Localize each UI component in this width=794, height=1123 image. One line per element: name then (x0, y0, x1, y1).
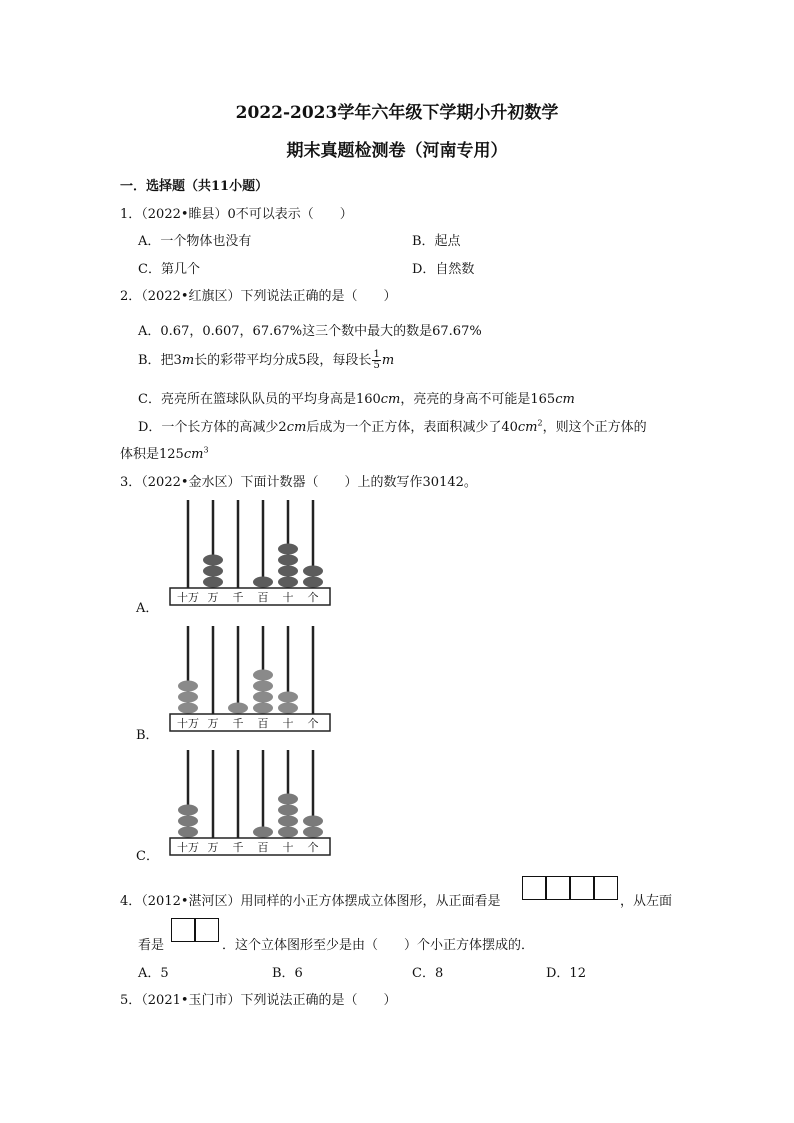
q2-d-unit-2: cm (517, 420, 538, 435)
place-label: 十万 (177, 717, 199, 730)
q4-option-d: D．12 (546, 966, 586, 981)
place-label: 个 (307, 841, 319, 854)
abacus-bead (178, 692, 198, 703)
abacus-c-beads (178, 794, 323, 838)
place-label: 百 (257, 717, 269, 730)
place-label: 十万 (177, 841, 199, 854)
q2-c-unit-2: cm (555, 392, 575, 407)
place-label: 万 (207, 841, 219, 854)
abacus-bead (253, 827, 273, 838)
place-label: 千 (232, 717, 244, 730)
q1-option-b: B．起点 (412, 234, 461, 249)
left-view-square (171, 918, 195, 942)
abacus-c (165, 746, 340, 858)
q3-stem: 3．（2022•金水区）下面计数器（ ）上的数写作30142。 (120, 475, 477, 490)
title-line-1: 2022-2023学年六年级下学期小升初数学 (235, 103, 559, 123)
q2-option-b (138, 349, 394, 371)
front-view-square (546, 876, 570, 900)
q2-d-text-4: 体积是125 (120, 447, 184, 462)
place-label: 十 (282, 591, 294, 604)
abacus-bead (303, 816, 323, 827)
abacus-bead (253, 703, 273, 714)
section-heading: 一．选择题（共11小题） (120, 179, 269, 194)
place-label: 十 (282, 717, 294, 730)
q2-b-text-1: B．把3 (138, 353, 182, 368)
place-label: 万 (207, 717, 219, 730)
front-view-square (594, 876, 618, 900)
place-label: 千 (232, 591, 244, 604)
q4-line-2-start: 看是 (138, 938, 165, 953)
abacus-bead (278, 555, 298, 566)
abacus-bead (203, 577, 223, 588)
q2-b-fraction (372, 350, 380, 371)
abacus-bead (303, 577, 323, 588)
q4-line-2-end: ．这个立体图形至少是由（ ）个小正方体摆成的． (222, 938, 535, 953)
q2-d-text-3: ，则这个正方体的 (542, 420, 647, 435)
place-label: 千 (232, 841, 244, 854)
q2-b-numerator: 1 (373, 349, 380, 360)
q1-stem: 1．（2022•睢县）0不可以表示（ ） (120, 207, 353, 222)
place-label: 个 (307, 591, 319, 604)
abacus-bead (303, 827, 323, 838)
q2-b-text-2: 长的彩带平均分成5段，每段长 (194, 353, 372, 368)
abacus-a (165, 496, 340, 608)
q2-d-unit-1: cm (286, 420, 307, 435)
abacus-bead (178, 816, 198, 827)
q4-option-a: A．5 (138, 966, 169, 981)
q4-option-b: B．6 (272, 966, 303, 981)
q4-stem-tail: ，从左面 (620, 894, 673, 909)
q1-option-c: C．第几个 (138, 262, 200, 277)
q2-stem: 2．（2022•红旗区）下列说法正确的是（ ） (120, 289, 397, 304)
q1-option-a: A．一个物体也没有 (138, 234, 252, 249)
q2-d-text-1: D．一个长方体的高减少2 (138, 420, 287, 435)
q2-d-unit-3: cm (183, 447, 204, 462)
place-label: 百 (257, 841, 269, 854)
abacus-bead (278, 805, 298, 816)
abacus-bead (178, 681, 198, 692)
place-label: 万 (207, 591, 219, 604)
left-view-square (195, 918, 219, 942)
abacus-bead (253, 670, 273, 681)
abacus-bead (253, 577, 273, 588)
abacus-bead (278, 816, 298, 827)
title-line-2: 期末真题检测卷（河南专用） (286, 141, 508, 161)
abacus-bead (228, 703, 248, 714)
abacus-bead (278, 577, 298, 588)
abacus-bead (278, 703, 298, 714)
q2-b-unit-2: m (381, 353, 395, 368)
abacus-bead (203, 566, 223, 577)
abacus-bead (178, 805, 198, 816)
abacus-bead (278, 692, 298, 703)
abacus-bead (253, 692, 273, 703)
q3-option-a-label: A． (136, 601, 159, 616)
abacus-bead (278, 794, 298, 805)
abacus-bead (178, 703, 198, 714)
q2-option-d (138, 416, 647, 435)
place-label: 个 (307, 717, 319, 730)
abacus-bead (253, 681, 273, 692)
q2-d-exponent-2: 2 (537, 418, 543, 428)
abacus-bead (278, 566, 298, 577)
q2-b-denominator: 5 (373, 360, 380, 371)
q2-c-unit-1: cm (380, 392, 401, 407)
q1-option-d: D．自然数 (412, 262, 475, 277)
q2-b-unit-1: m (181, 353, 195, 368)
q3-option-c-label: C． (136, 849, 159, 864)
place-label: 百 (257, 591, 269, 604)
q2-d-text-2: 后成为一个正方体，表面积减少了40 (306, 420, 518, 435)
q5-stem: 5．（2021•玉门市）下列说法正确的是（ ） (120, 993, 397, 1008)
abacus-bead (203, 555, 223, 566)
abacus-bead (278, 827, 298, 838)
front-view-square (570, 876, 594, 900)
q2-option-a: A．0.67，0.607，67.67%这三个数中最大的数是67.67% (138, 324, 482, 339)
place-label: 十万 (177, 591, 199, 604)
abacus-bead (178, 827, 198, 838)
place-label: 十 (282, 841, 294, 854)
abacus-bead (278, 544, 298, 555)
q2-d-exponent-3: 3 (203, 445, 209, 455)
abacus-bead (303, 566, 323, 577)
q4-stem: 4．（2012•湛河区）用同样的小正方体摆成立体图形，从正面看是 (120, 894, 501, 909)
q2-option-d-line-2 (120, 443, 209, 462)
q2-c-text-2: ，亮亮的身高不可能是165 (400, 392, 556, 407)
q3-option-b-label: B． (136, 728, 159, 743)
abacus-b (165, 622, 340, 734)
front-view-square (522, 876, 546, 900)
q4-option-c: C．8 (412, 966, 444, 981)
q2-option-c (138, 388, 575, 407)
q2-c-text-1: C．亮亮所在篮球队队员的平均身高是160 (138, 392, 381, 407)
